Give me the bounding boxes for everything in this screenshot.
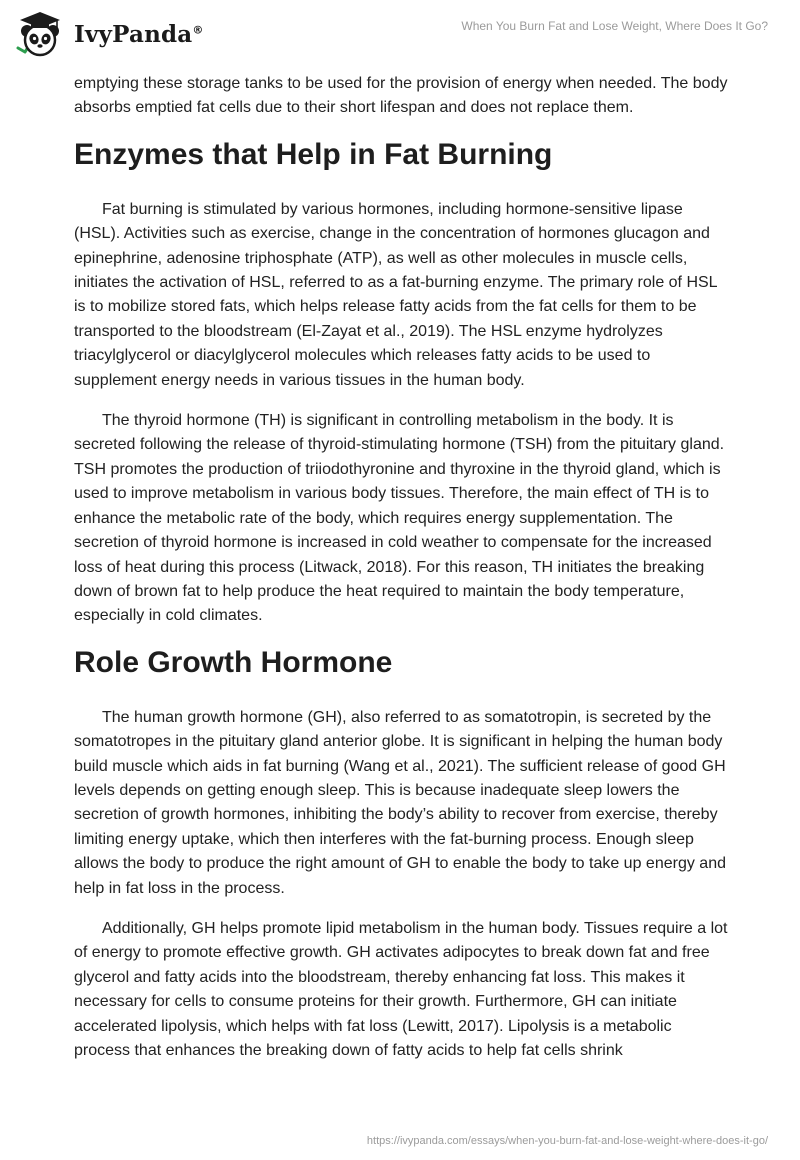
section-heading-enzymes: Enzymes that Help in Fat Burning bbox=[74, 137, 553, 171]
logo-wordmark: IvyPanda® bbox=[74, 20, 204, 48]
paragraph: The human growth hormone (GH), also referred to as somatotropin, is secreted by the somatotropes in the pituitary gland anterior globe. It is significant in helping the human body build muscle which aids in fat burning (Wang et al., 2021). The sufficient release of good GH levels depends on getting enough sleep. This is because inadequate sleep lowers the secretion of growth hormones, inhibiting the body’s ability to recover from exercise, thereby limiting energy uptake, which then interferes with the fat-burning process. Enough sleep allows the body to produce the right amount of GH to enable the body to take up energy and help in fat loss in the process. bbox=[74, 708, 726, 897]
paragraph: The thyroid hormone (TH) is significant in controlling metabolism in the body. It is secreted following the release of thyroid-stimulating hormone (TSH) from the pituitary gland. TSH promotes the production of triiodothyronine and thyroxine in the thyroid gland, which is used to improve metabolism in various body tissues. Therefore, the main effect of TH is to enhance the metabolic rate of the body, which requires energy supplementation. The secretion of thyroid hormone is increased in cold weather to compensate for the increased loss of heat during this process (Litwack, 2018). For this reason, TH initiates the breaking down of brown fat to help produce the heat required to maintain the body temperature, especially in cold climates. bbox=[74, 412, 725, 625]
registered-mark: ® bbox=[192, 22, 204, 36]
panda-graduation-cap-icon bbox=[16, 8, 68, 60]
document-title: When You Burn Fat and Lose Weight, Where Does It Go? bbox=[461, 19, 768, 33]
paragraph: Fat burning is stimulated by various hormones, including hormone-sensitive lipase (HSL). Activities such as exercise, change in the concentration of hormones glucagon and epinephrine, adenosine triphosphate (ATP), as well as other molecules in muscle cells, initiates the activation of HSL, referred to as a fat-burning enzyme. The primary role of HSL is to mobilize stored fats, which helps release fatty acids from the fat cells for them to be transported to the bloodstream (El-Zayat et al., 2019). The HSL enzyme hydrolyzes triacylglycerol or diacylglycerol molecules which releases fatty acids to be used to supplement energy needs in various tissues in the human body. bbox=[74, 200, 717, 389]
page-header bbox=[0, 0, 800, 66]
intro-paragraph: emptying these storage tanks to be used for the provision of energy when needed. The body absorbs emptied fat cells due to their short lifespan and does not replace them. bbox=[74, 75, 728, 117]
section-heading-growth-hormone: Role Growth Hormone bbox=[74, 645, 393, 679]
source-url[interactable]: https://ivypanda.com/essays/when-you-burn-fat-and-lose-weight-where-does-it-go/ bbox=[366, 1135, 768, 1147]
paragraph: Additionally, GH helps promote lipid metabolism in the human body. Tissues require a lot of energy to promote effective growth. GH activates adipocytes to break down fat and free glycerol and fatty acids into the bloodstream, thereby enhancing fat loss. This makes it necessary for cells to consume proteins for their growth. Furthermore, GH can initiate accelerated lipolysis, which helps with fat loss (Lewitt, 2017). Lipolysis is a metabolic process that enhances the breaking down of fatty acids to help fat cells shrink bbox=[74, 919, 728, 1059]
ivypanda-logo[interactable] bbox=[16, 8, 204, 60]
essay-body bbox=[74, 72, 730, 1079]
